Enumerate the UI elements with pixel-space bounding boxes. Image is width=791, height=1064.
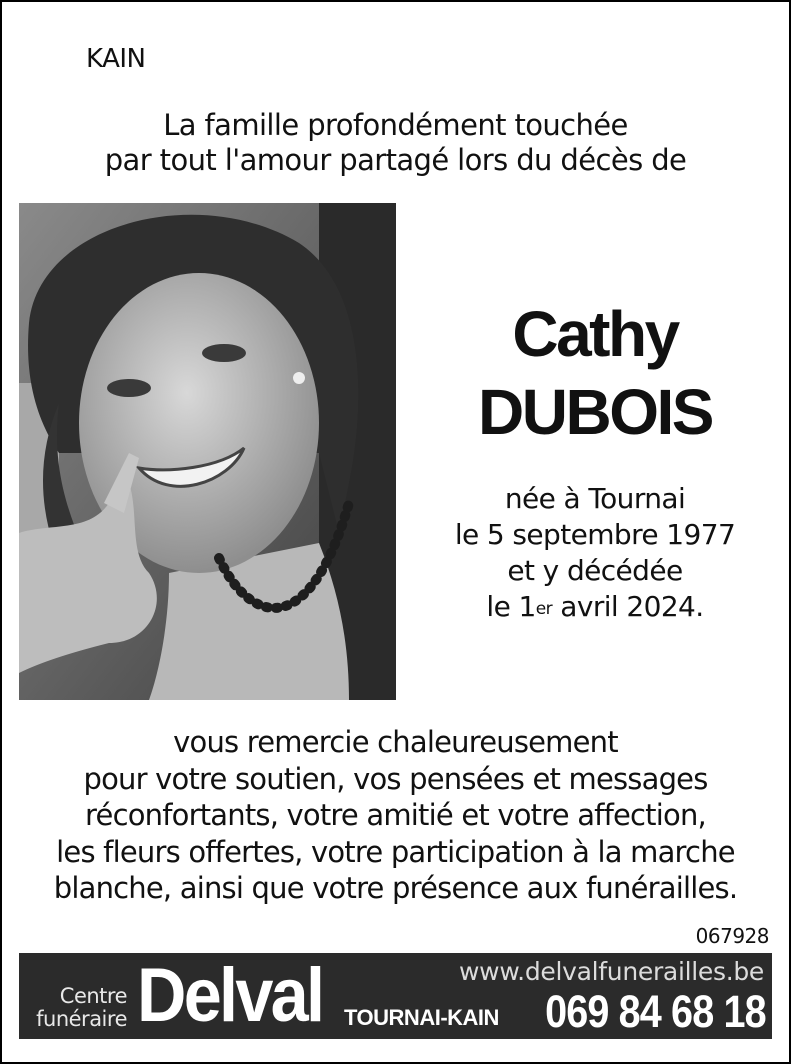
funeral-home-website[interactable]: www.delvalfunerailles.be (459, 957, 764, 986)
thanks-line: pour votre soutien, vos pensées et messages (83, 761, 708, 796)
portrait-photo (19, 203, 396, 700)
thanks-text (20, 724, 771, 907)
centre-line-1: Centre (59, 984, 127, 1008)
death-date (440, 589, 750, 629)
death-place: et y décédée (507, 554, 683, 587)
birth-date: le 5 septembre 1977 (454, 518, 736, 551)
funeral-home-phone[interactable]: 069 84 68 18 (545, 986, 766, 1037)
funeral-home-city: TOURNAI-KAIN (344, 1005, 499, 1030)
deceased-name (470, 295, 720, 451)
thanks-line: les fleurs offertes, votre participation à la marche (56, 834, 735, 869)
intro-line-1: La famille profondément touchée (163, 108, 628, 142)
first-name: Cathy (512, 298, 678, 370)
thanks-line: réconfortants, votre amitié et votre affection, (85, 798, 706, 832)
last-name: DUBOIS (478, 376, 712, 448)
location-label: KAIN (86, 44, 146, 74)
portrait-illustration (19, 203, 396, 700)
intro-line-2: par tout l'amour partagé lors du décès de (104, 143, 687, 177)
death-date-prefix: le 1 (486, 590, 536, 623)
reference-number: 067928 (695, 924, 769, 948)
funeral-home-brand: Delval (137, 953, 323, 1038)
thanks-line: blanche, ainsi que votre présence aux funérailles. (53, 871, 738, 905)
death-date-suffix: avril 2024. (552, 590, 704, 623)
thanks-line: vous remercie chaleureusement (173, 725, 618, 759)
centre-funeraire-label (27, 985, 127, 1031)
centre-line-2: funéraire (36, 1007, 127, 1031)
life-dates (440, 481, 750, 629)
birth-place: née à Tournai (504, 482, 686, 515)
intro-text (40, 108, 751, 178)
funeral-home-banner (19, 953, 772, 1039)
death-date-ordinal: er (535, 599, 552, 619)
